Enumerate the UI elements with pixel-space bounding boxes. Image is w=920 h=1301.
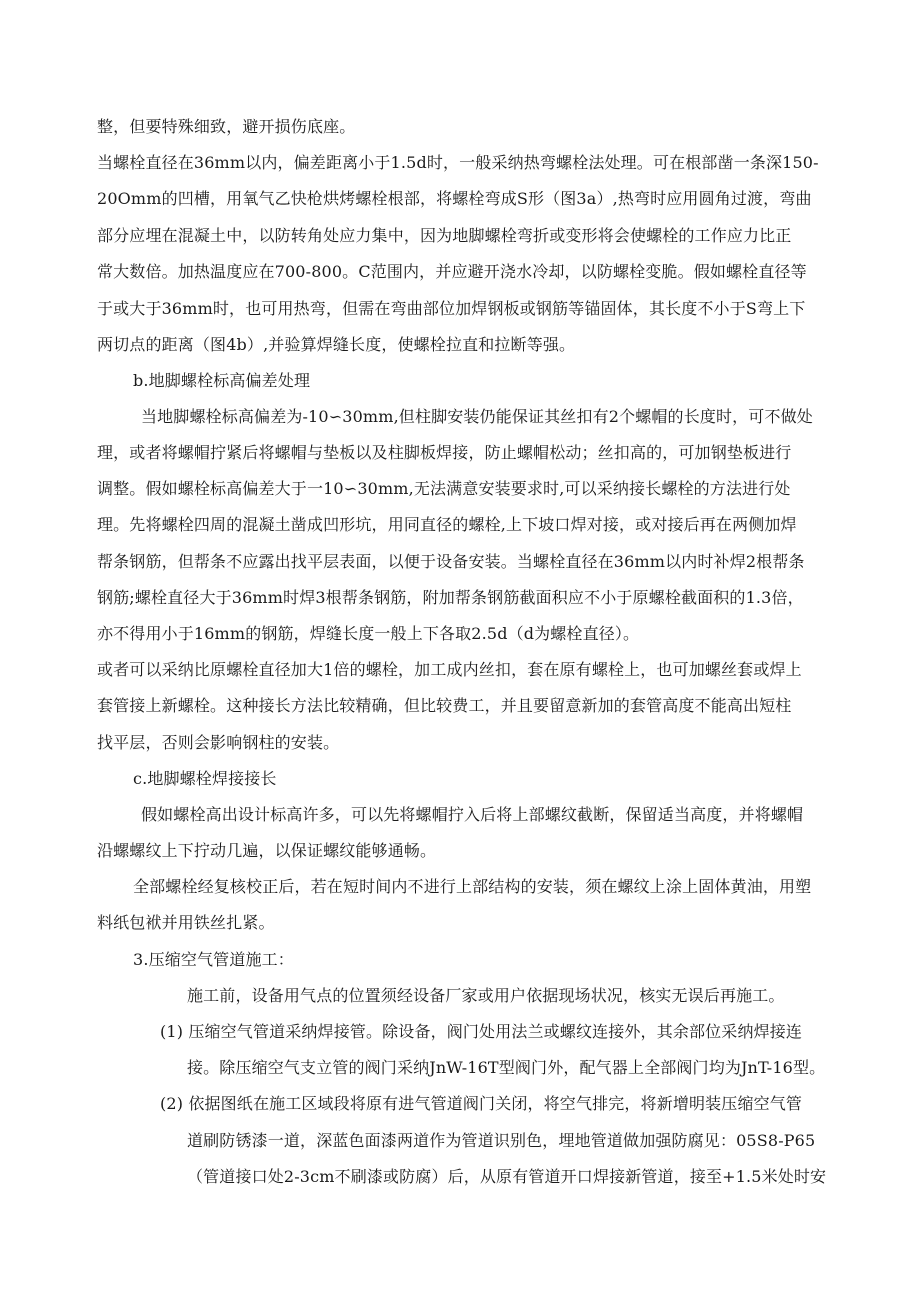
text-line: 全部螺栓经复核校正后，若在短时间内不进行上部结构的安装，须在螺纹上涂上固体黄油，用塑 [133, 877, 812, 896]
list-item: (1) 压缩空气管道采纳焊接管。除设备，阀门处用法兰或螺纹连接外，其余部位采纳焊接连 [160, 1022, 803, 1041]
text-line: 接。除压缩空气支立管的阀门采纳JnW-16T型阀门外，配气器上全部阀门均为JnT-16型。 [187, 1058, 826, 1077]
text-line: 亦不得用小于16mm的钢筋，焊缝长度一般上下各取2.5d（d为螺栓直径）。 [97, 624, 640, 643]
text-line: 假如螺栓高出设计标高许多，可以先将螺帽拧入后将上部螺纹截断，保留适当高度，并将螺帽 [141, 805, 804, 824]
text-line: （管道接口处2-3cm不刷漆或防腐）后，从原有管道开口焊接新管道，接至+1.5米处时安 [187, 1167, 827, 1186]
text-line: 理。先将螺栓四周的混凝土凿成凹形坑，用同直径的螺栓,上下坡口焊对接，或对接后再在两侧加焊 [97, 515, 797, 534]
section-heading: c.地脚螺栓焊接接长 [133, 769, 277, 788]
text-line: 沿螺螺纹上下拧动几遍，以保证螺纹能够通畅。 [97, 841, 437, 860]
text-line: 找平层，否则会影响钢柱的安装。 [97, 733, 340, 752]
text-line: 常大数倍。加热温度应在700-800。C范围内，并应避开浇水冷却，以防螺栓变脆。假如螺栓直径等 [97, 262, 807, 281]
text-line: 道刷防锈漆一道，深蓝色面漆两道作为管道识别色，埋地管道做加强防腐见：05S8-P65 [187, 1131, 816, 1150]
text-line: 或者可以采纳比原螺栓直径加大1倍的螺栓，加工成内丝扣，套在原有螺栓上，也可加螺丝套或焊上 [97, 660, 802, 679]
text-line: 20Omm的凹槽，用氧气乙快枪烘烤螺栓根部，将螺栓弯成S形（图3a）,热弯时应用圆角过渡，弯曲 [97, 189, 812, 208]
section-heading: 3.压缩空气管道施工： [133, 950, 294, 969]
text-line: 帮条钢筋，但帮条不应露出找平层表面，以便于设备安装。当螺栓直径在36mm以内时补焊2根帮条 [97, 552, 805, 571]
text-line: 调整。假如螺栓标高偏差大于一10∽30mm,无法满意安装要求时,可以采纳接长螺栓的方法进行处 [97, 479, 791, 498]
text-line: 套管接上新螺栓。这种接长方法比较精确，但比较费工，并且要留意新加的套管高度不能高出短柱 [97, 696, 792, 715]
text-line: 施工前，设备用气点的位置须经设备厂家或用户依据现场状况，核实无误后再施工。 [187, 986, 785, 1005]
text-line: 理，或者将螺帽拧紧后将螺帽与垫板以及柱脚板焊接，防止螺帽松动；丝扣高的，可加钢垫板进行 [97, 443, 792, 462]
text-line: 当地脚螺栓标高偏差为-10∽30mm,但柱脚安装仍能保证其丝扣有2个螺帽的长度时，可不做处 [141, 407, 813, 426]
text-line: 部分应埋在混凝土中，以防转角处应力集中，因为地脚螺栓弯折或变形将会使螺栓的工作应力比正 [97, 226, 792, 245]
text-line: 两切点的距离（图4b）,并验算焊缝长度，使螺栓拉直和拉断等强。 [97, 335, 576, 354]
list-item: (2) 依据图纸在施工区域段将原有进气管道阀门关闭，将空气排完，将新增明装压缩空气管 [160, 1094, 803, 1113]
section-heading: b.地脚螺栓标高偏差处理 [133, 371, 311, 390]
text-line: 料纸包袱并用铁丝扎紧。 [97, 913, 275, 932]
text-line: 钢筋;螺栓直径大于36mm时焊3根帮条钢筋，附加帮条钢筋截面积应不小于原螺栓截面积的1.3倍， [97, 588, 804, 607]
text-line: 整，但要特殊细致，避开损伤底座。 [97, 117, 356, 136]
text-line: 于或大于36mm时，也可用热弯，但需在弯曲部位加焊钢板或钢筋等锚固体，其长度不小于S弯上下 [97, 299, 806, 318]
text-line: 当螺栓直径在36mm以内，偏差距离小于1.5d时，一般采纳热弯螺栓法处理。可在根部凿一条深150- [97, 153, 819, 172]
